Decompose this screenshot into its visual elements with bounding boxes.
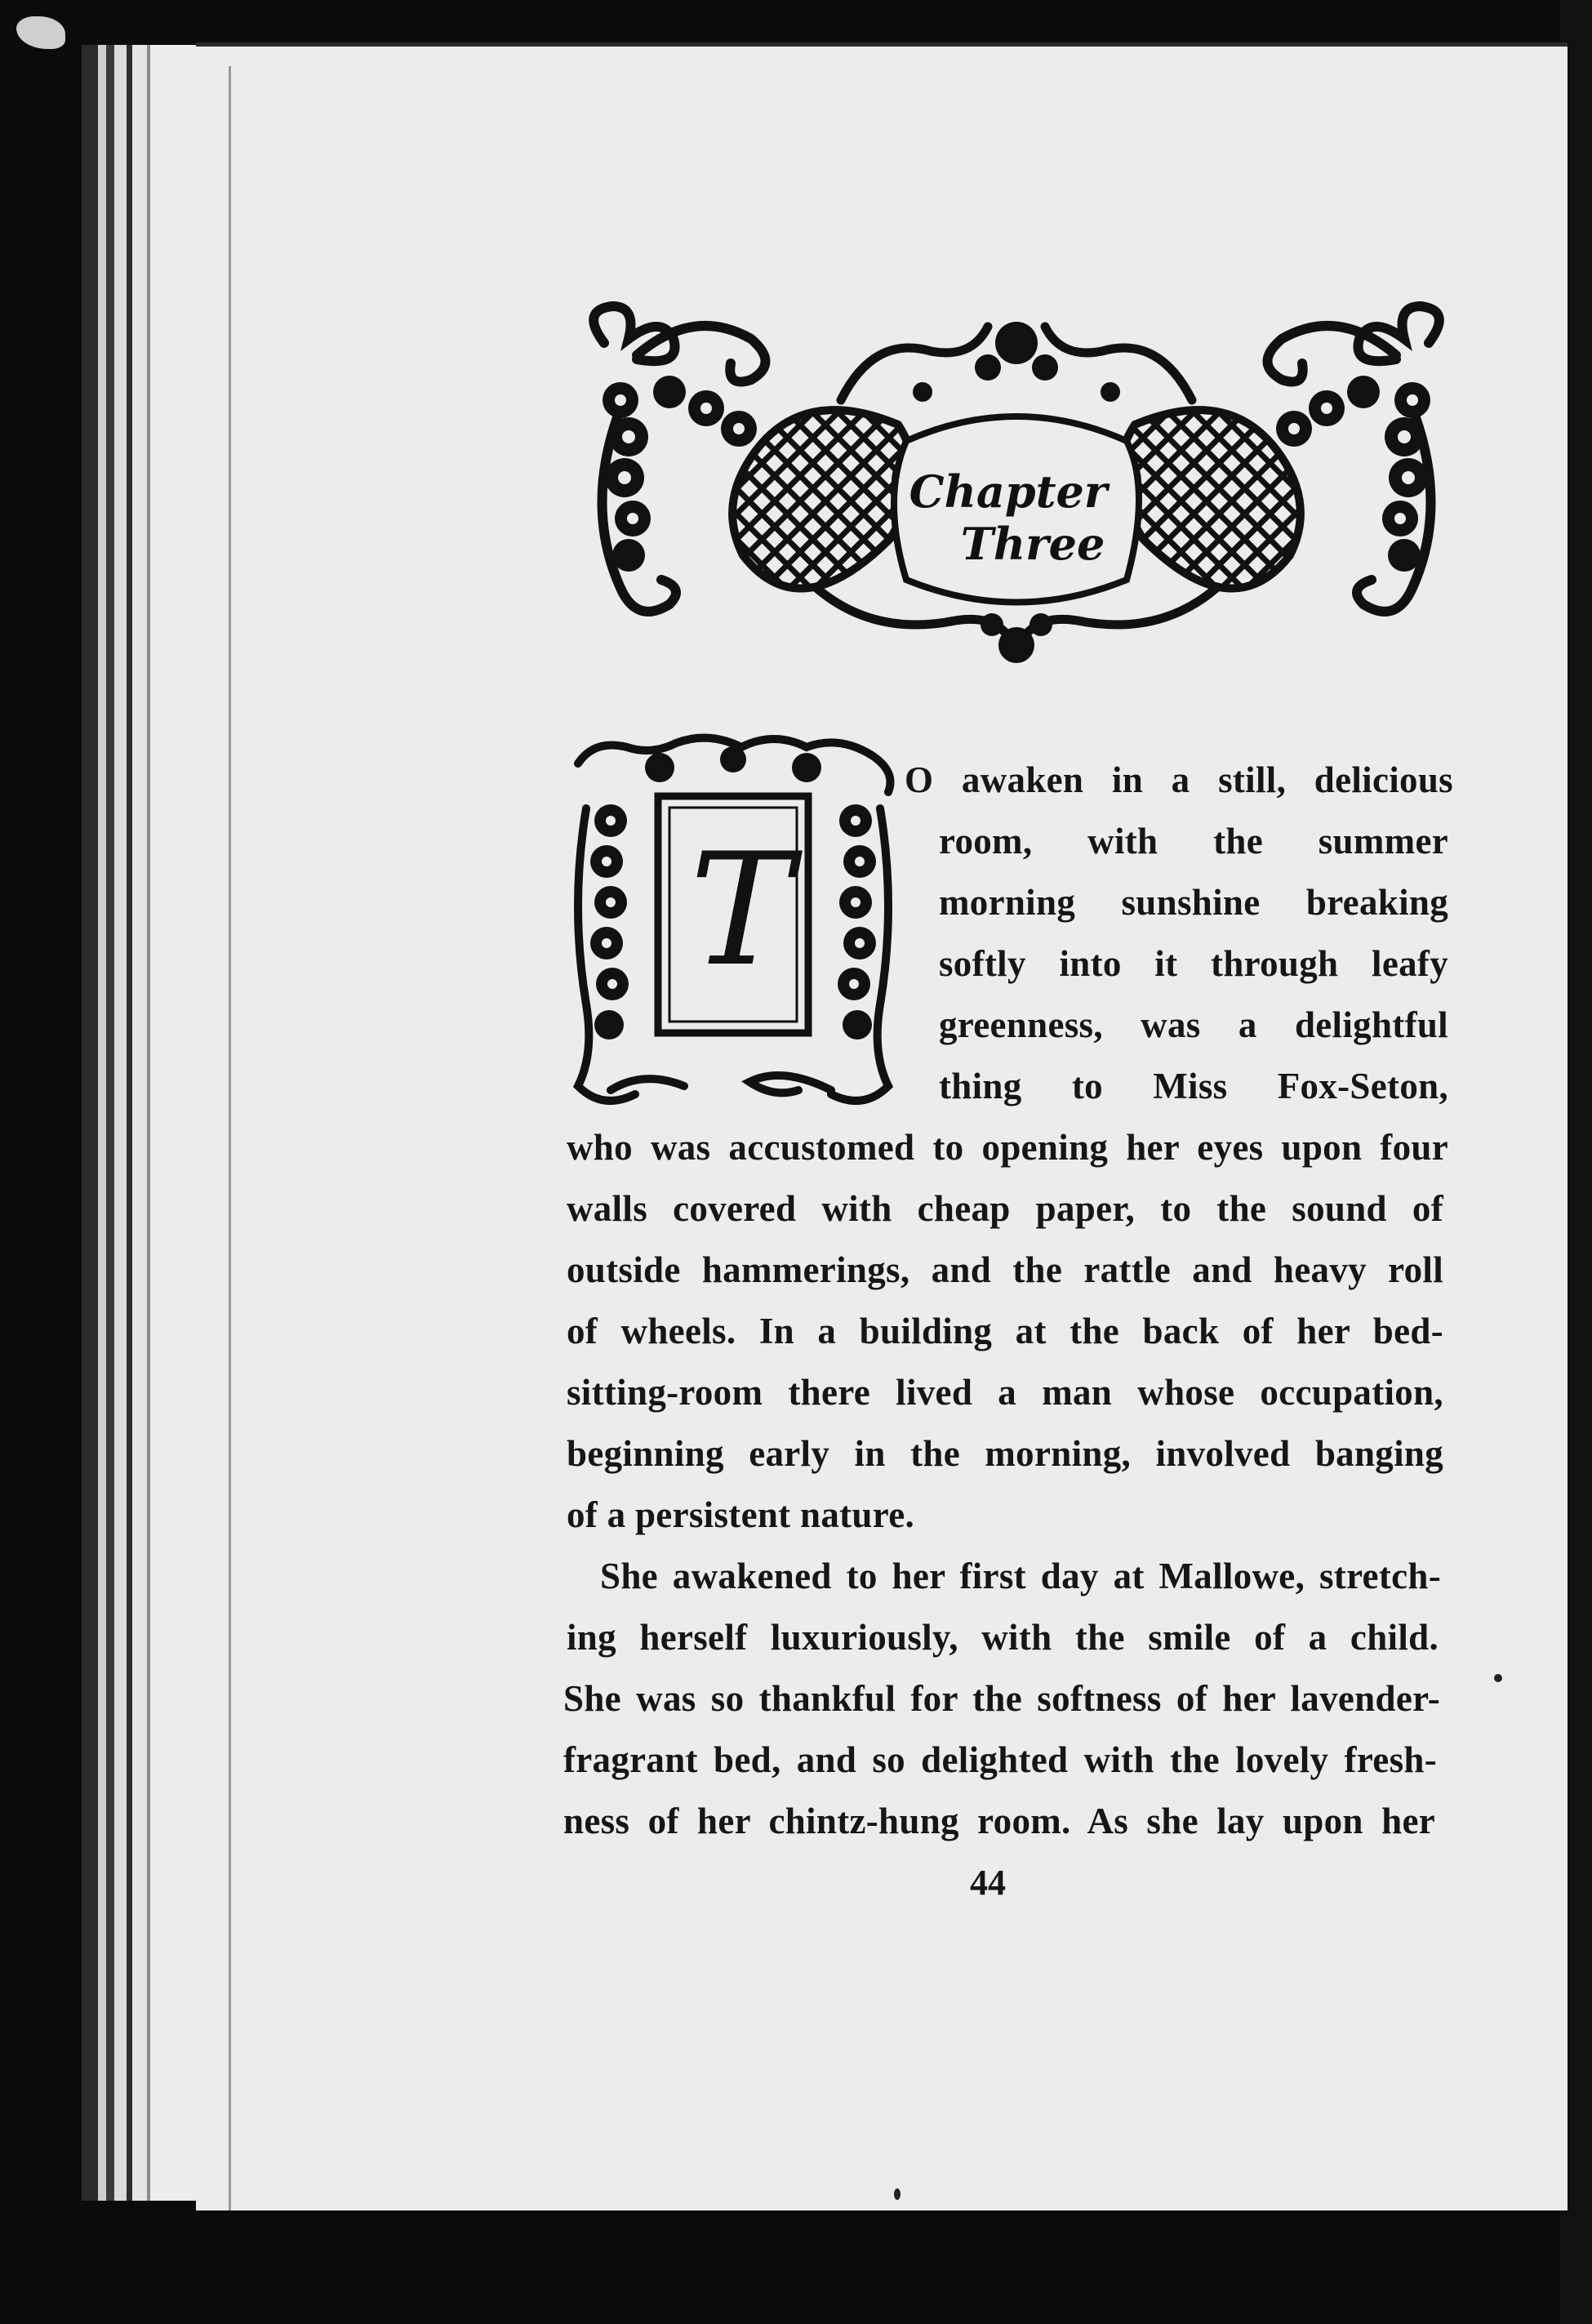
page-number: 44 [970,1863,1006,1903]
text-line: fragrant bed, and so delighted with the lovely fresh- [563,1739,1437,1780]
text-line: room, with the summer [939,821,1448,861]
text-line: greenness, was a delightful [939,1004,1448,1045]
scan-speck [1494,1674,1502,1682]
drop-cap-letter: T [689,820,794,1000]
text-line: walls covered with cheap paper, to the sound of [567,1188,1443,1229]
text-line: of a persistent nature. [567,1494,915,1535]
scan-speck [894,2188,901,2200]
text-line: She awakened to her first day at Mallowe, stretch- [600,1556,1441,1596]
chapter-title-line1: Chapter [909,465,1108,518]
text-line: beginning early in the morning, involved banging [567,1433,1443,1474]
text-line: O awaken in a still, delicious [905,759,1453,800]
drop-cap-ornament [562,731,905,1119]
text-line: who was accustomed to opening her eyes upon four [567,1127,1448,1168]
page-edge-rule [229,66,231,2210]
text-line: softly into it through leafy [939,943,1448,984]
chapter-heading-ornament [571,294,1461,678]
text-line: of wheels. In a building at the back of her bed- [567,1311,1443,1351]
chapter-title [571,465,1461,570]
text-line: thing to Miss Fox-Seton, [939,1066,1448,1106]
text-line: morning sunshine breaking [939,882,1448,923]
text-line: ing herself luxuriously, with the smile of a child. [567,1617,1439,1658]
text-line: sitting-room there lived a man whose occupation, [567,1372,1443,1413]
text-line: ness of her chintz-hung room. As she lay upon her [563,1801,1435,1841]
text-line: outside hammerings, and the rattle and heavy roll [567,1249,1443,1290]
chapter-title-line2: Three [960,518,1105,570]
scan-blemish [16,16,65,49]
text-line: She was so thankful for the softness of her lavender- [563,1678,1440,1719]
